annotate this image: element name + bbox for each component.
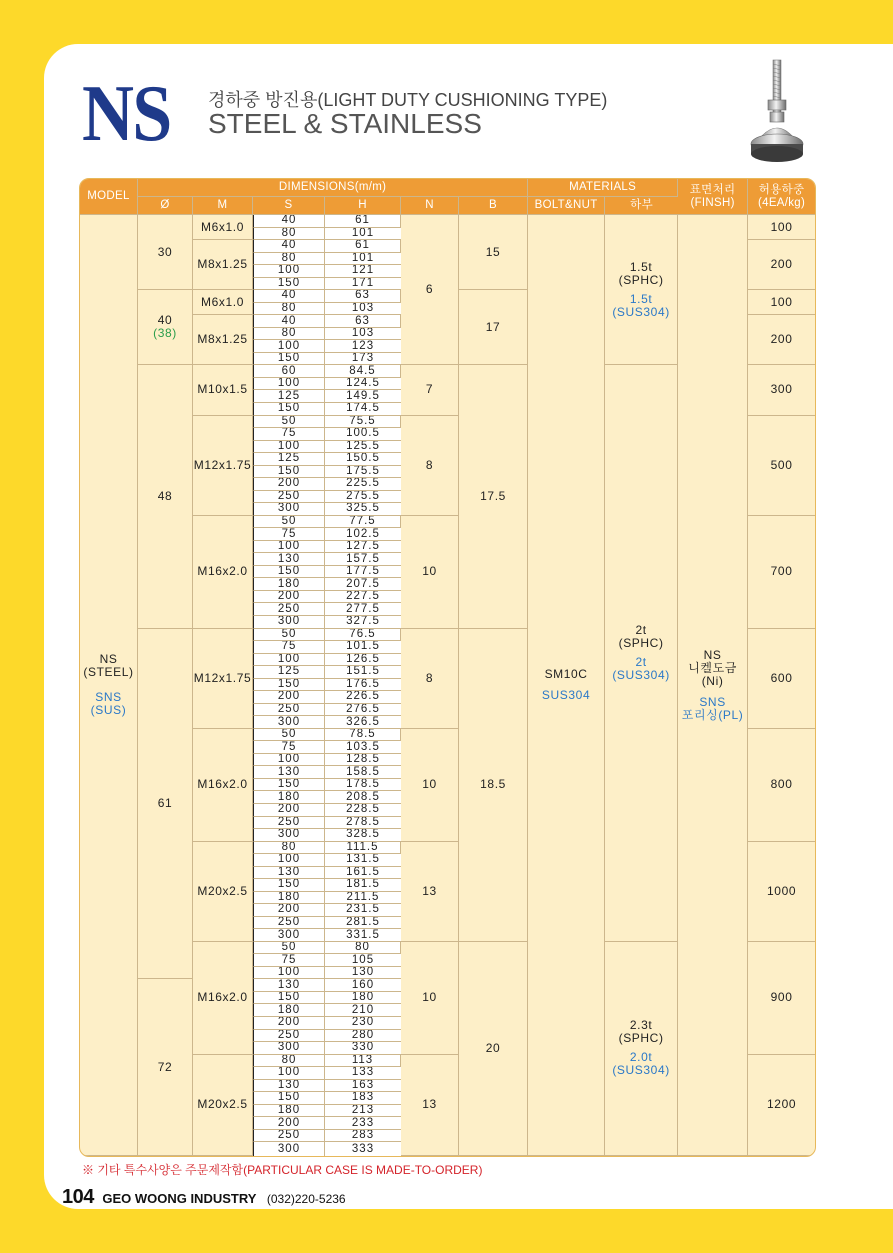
h-value: 128.5	[325, 754, 401, 767]
load-cell: 600	[748, 629, 815, 729]
base-plate-cell: 2t (SPHC) 2t (SUS304)	[605, 365, 678, 941]
s-value: 100	[253, 541, 325, 554]
h-value: 276.5	[325, 704, 401, 717]
s-value: 125	[253, 666, 325, 679]
s-value: 150	[253, 353, 325, 366]
leveling-mount-image	[742, 56, 812, 168]
load-cell: 200	[748, 315, 815, 365]
h-value: 326.5	[325, 716, 401, 729]
s-value: 180	[253, 791, 325, 804]
h-value: 333	[325, 1142, 401, 1156]
load-cell: 500	[748, 416, 815, 516]
h-value: 176.5	[325, 679, 401, 692]
h-value: 207.5	[325, 578, 401, 591]
load-cell: 100	[748, 215, 815, 240]
h-value: 133	[325, 1067, 401, 1080]
s-value: 100	[253, 378, 325, 391]
h-value: 281.5	[325, 917, 401, 930]
h-value: 125.5	[325, 441, 401, 454]
s-value: 300	[253, 716, 325, 729]
n-cell: 10	[401, 729, 459, 842]
s-value: 250	[253, 1030, 325, 1043]
s-value: 130	[253, 1080, 325, 1093]
order-note: ※ 기타 특수사양은 주문제작함(PARTICULAR CASE IS MADE-TO-ORDER)	[82, 1163, 483, 1177]
thread-cell: M16x2.0	[193, 516, 253, 629]
s-value: 100	[253, 340, 325, 353]
base-plate-cell: 1.5t (SPHC) 1.5t (SUS304)	[605, 215, 678, 365]
s-value: 300	[253, 1142, 325, 1156]
bore-cell: 30	[138, 215, 193, 290]
h-value: 157.5	[325, 553, 401, 566]
s-value: 300	[253, 503, 325, 516]
s-value: 75	[253, 641, 325, 654]
load-cell: 700	[748, 516, 815, 629]
bore-cell: 72	[138, 979, 193, 1156]
s-value: 80	[253, 253, 325, 266]
phone-number: (032)220-5236	[266, 1192, 346, 1206]
h-value: 80	[325, 942, 401, 955]
s-value: 75	[253, 528, 325, 541]
load-cell: 900	[748, 942, 815, 1055]
s-value: 250	[253, 917, 325, 930]
h-value: 213	[325, 1105, 401, 1118]
h-header: H	[325, 197, 401, 215]
h-value: 151.5	[325, 666, 401, 679]
materials-header: MATERIALS	[528, 179, 678, 197]
page-footer	[62, 1186, 346, 1209]
s-header: S	[253, 197, 325, 215]
table-row	[80, 215, 815, 228]
b-cell: 15	[459, 215, 528, 290]
finish-header: 표면처리 (FINSH)	[678, 179, 748, 215]
thread-cell: M16x2.0	[193, 729, 253, 842]
h-value: 330	[325, 1042, 401, 1055]
s-value: 60	[253, 365, 325, 378]
s-value: 250	[253, 491, 325, 504]
h-value: 101.5	[325, 641, 401, 654]
thread-cell: M6x1.0	[193, 290, 253, 315]
h-value: 103	[325, 328, 401, 341]
load-cell: 300	[748, 365, 815, 415]
s-value: 100	[253, 654, 325, 667]
n-cell: 13	[401, 1055, 459, 1156]
h-value: 121	[325, 265, 401, 278]
h-value: 77.5	[325, 516, 401, 529]
n-cell: 8	[401, 629, 459, 729]
thread-cell: M8x1.25	[193, 315, 253, 365]
n-cell: 7	[401, 365, 459, 415]
h-value: 76.5	[325, 629, 401, 642]
h-value: 163	[325, 1080, 401, 1093]
b-cell: 18.5	[459, 629, 528, 942]
s-value: 80	[253, 842, 325, 855]
h-value: 158.5	[325, 766, 401, 779]
h-value: 103.5	[325, 741, 401, 754]
s-value: 40	[253, 240, 325, 253]
n-cell: 13	[401, 842, 459, 942]
b-header: B	[459, 197, 528, 215]
s-value: 50	[253, 516, 325, 529]
s-value: 75	[253, 954, 325, 967]
bore-cell: 40 (38)	[138, 290, 193, 365]
s-value: 100	[253, 1067, 325, 1080]
thread-cell: M16x2.0	[193, 942, 253, 1055]
series-logo: NS	[82, 70, 171, 158]
n-cell: 6	[401, 215, 459, 365]
s-value: 80	[253, 228, 325, 241]
h-value: 149.5	[325, 390, 401, 403]
h-value: 171	[325, 278, 401, 291]
s-value: 130	[253, 766, 325, 779]
h-value: 101	[325, 228, 401, 241]
s-value: 50	[253, 729, 325, 742]
h-value: 283	[325, 1130, 401, 1143]
h-value: 225.5	[325, 478, 401, 491]
base-plate-cell: 2.3t (SPHC) 2.0t (SUS304)	[605, 942, 678, 1156]
s-value: 150	[253, 278, 325, 291]
h-value: 275.5	[325, 491, 401, 504]
h-value: 105	[325, 954, 401, 967]
h-value: 124.5	[325, 378, 401, 391]
model-cell: NS (STEEL) SNS (SUS)	[80, 215, 138, 1156]
bolt-header: BOLT&NUT	[528, 197, 605, 215]
load-cell: 200	[748, 240, 815, 290]
s-value: 150	[253, 466, 325, 479]
h-value: 183	[325, 1092, 401, 1105]
s-value: 150	[253, 403, 325, 416]
h-value: 160	[325, 979, 401, 992]
base-header: 하부	[605, 197, 678, 215]
s-value: 200	[253, 1117, 325, 1130]
h-value: 228.5	[325, 804, 401, 817]
h-value: 127.5	[325, 541, 401, 554]
s-value: 300	[253, 1042, 325, 1055]
s-value: 130	[253, 979, 325, 992]
h-value: 177.5	[325, 566, 401, 579]
h-value: 78.5	[325, 729, 401, 742]
s-value: 50	[253, 629, 325, 642]
s-value: 150	[253, 992, 325, 1005]
thread-cell: M20x2.5	[193, 842, 253, 942]
s-value: 40	[253, 315, 325, 328]
h-value: 131.5	[325, 854, 401, 867]
thread-cell: M8x1.25	[193, 240, 253, 290]
s-value: 125	[253, 453, 325, 466]
h-value: 208.5	[325, 791, 401, 804]
series-subtitle: 경하중 방진용(LIGHT DUTY CUSHIONING TYPE)	[208, 90, 608, 110]
s-value: 180	[253, 578, 325, 591]
h-value: 227.5	[325, 591, 401, 604]
s-value: 180	[253, 1004, 325, 1017]
load-cell: 1200	[748, 1055, 815, 1156]
s-value: 100	[253, 967, 325, 980]
h-value: 178.5	[325, 779, 401, 792]
h-value: 161.5	[325, 867, 401, 880]
s-value: 50	[253, 416, 325, 429]
h-value: 180	[325, 992, 401, 1005]
h-value: 126.5	[325, 654, 401, 667]
s-value: 80	[253, 328, 325, 341]
s-value: 100	[253, 265, 325, 278]
s-value: 200	[253, 478, 325, 491]
h-value: 173	[325, 353, 401, 366]
h-value: 277.5	[325, 603, 401, 616]
s-value: 125	[253, 390, 325, 403]
h-value: 181.5	[325, 879, 401, 892]
s-value: 250	[253, 817, 325, 830]
h-value: 84.5	[325, 365, 401, 378]
s-value: 40	[253, 290, 325, 303]
s-value: 150	[253, 1092, 325, 1105]
n-cell: 8	[401, 416, 459, 516]
s-value: 80	[253, 1055, 325, 1068]
h-value: 123	[325, 340, 401, 353]
h-value: 61	[325, 240, 401, 253]
s-value: 100	[253, 754, 325, 767]
thread-cell: M12x1.75	[193, 629, 253, 729]
h-value: 175.5	[325, 466, 401, 479]
h-value: 63	[325, 290, 401, 303]
thread-cell: M6x1.0	[193, 215, 253, 240]
s-value: 250	[253, 1130, 325, 1143]
b-cell: 20	[459, 942, 528, 1156]
s-value: 150	[253, 566, 325, 579]
h-value: 226.5	[325, 691, 401, 704]
n-cell: 10	[401, 516, 459, 629]
page-number: 104	[62, 1186, 94, 1208]
dimensions-header: DIMENSIONS(m/m)	[138, 179, 528, 197]
h-value: 210	[325, 1004, 401, 1017]
h-value: 63	[325, 315, 401, 328]
s-value: 300	[253, 829, 325, 842]
s-value: 200	[253, 904, 325, 917]
s-value: 250	[253, 704, 325, 717]
specification-table	[79, 178, 816, 1157]
bore-cell: 48	[138, 365, 193, 628]
model-header: MODEL	[80, 179, 138, 215]
company-name: GEO WOONG INDUSTRY	[102, 1191, 257, 1206]
s-value: 250	[253, 603, 325, 616]
s-value: 200	[253, 804, 325, 817]
phi-header: Ø	[138, 197, 193, 215]
s-value: 100	[253, 854, 325, 867]
load-cell: 800	[748, 729, 815, 842]
h-value: 61	[325, 215, 401, 228]
h-value: 331.5	[325, 929, 401, 942]
s-value: 180	[253, 892, 325, 905]
series-title: STEEL & STAINLESS	[208, 108, 482, 139]
thread-cell: M12x1.75	[193, 416, 253, 516]
h-value: 130	[325, 967, 401, 980]
h-value: 103	[325, 303, 401, 316]
thread-header: M	[193, 197, 253, 215]
h-value: 211.5	[325, 892, 401, 905]
s-value: 130	[253, 867, 325, 880]
h-value: 231.5	[325, 904, 401, 917]
bore-cell: 61	[138, 629, 193, 980]
h-value: 113	[325, 1055, 401, 1068]
h-value: 327.5	[325, 616, 401, 629]
s-value: 40	[253, 215, 325, 228]
thread-cell: M10x1.5	[193, 365, 253, 415]
h-value: 280	[325, 1030, 401, 1043]
b-cell: 17	[459, 290, 528, 365]
h-value: 150.5	[325, 453, 401, 466]
h-value: 75.5	[325, 416, 401, 429]
thread-cell: M20x2.5	[193, 1055, 253, 1156]
s-value: 200	[253, 691, 325, 704]
h-value: 111.5	[325, 842, 401, 855]
s-value: 200	[253, 591, 325, 604]
s-value: 150	[253, 679, 325, 692]
s-value: 130	[253, 553, 325, 566]
s-value: 300	[253, 929, 325, 942]
s-value: 80	[253, 303, 325, 316]
n-header: N	[401, 197, 459, 215]
h-value: 278.5	[325, 817, 401, 830]
s-value: 150	[253, 879, 325, 892]
s-value: 75	[253, 428, 325, 441]
h-value: 174.5	[325, 403, 401, 416]
bolt-cell: SM10C SUS304	[528, 215, 605, 1156]
h-value: 230	[325, 1017, 401, 1030]
n-cell: 10	[401, 942, 459, 1055]
s-value: 75	[253, 741, 325, 754]
s-value: 150	[253, 779, 325, 792]
s-value: 100	[253, 441, 325, 454]
b-cell: 17.5	[459, 365, 528, 628]
s-value: 300	[253, 616, 325, 629]
s-value: 200	[253, 1017, 325, 1030]
load-cell: 1000	[748, 842, 815, 942]
h-value: 100.5	[325, 428, 401, 441]
s-value: 180	[253, 1105, 325, 1118]
finish-cell: NS 니켈도금 (Ni) SNS 포리싱(PL)	[678, 215, 748, 1156]
h-value: 325.5	[325, 503, 401, 516]
h-value: 328.5	[325, 829, 401, 842]
h-value: 102.5	[325, 528, 401, 541]
h-value: 101	[325, 253, 401, 266]
h-value: 233	[325, 1117, 401, 1130]
load-header: 허용하중 (4EA/kg)	[748, 179, 815, 215]
load-cell: 100	[748, 290, 815, 315]
s-value: 50	[253, 942, 325, 955]
